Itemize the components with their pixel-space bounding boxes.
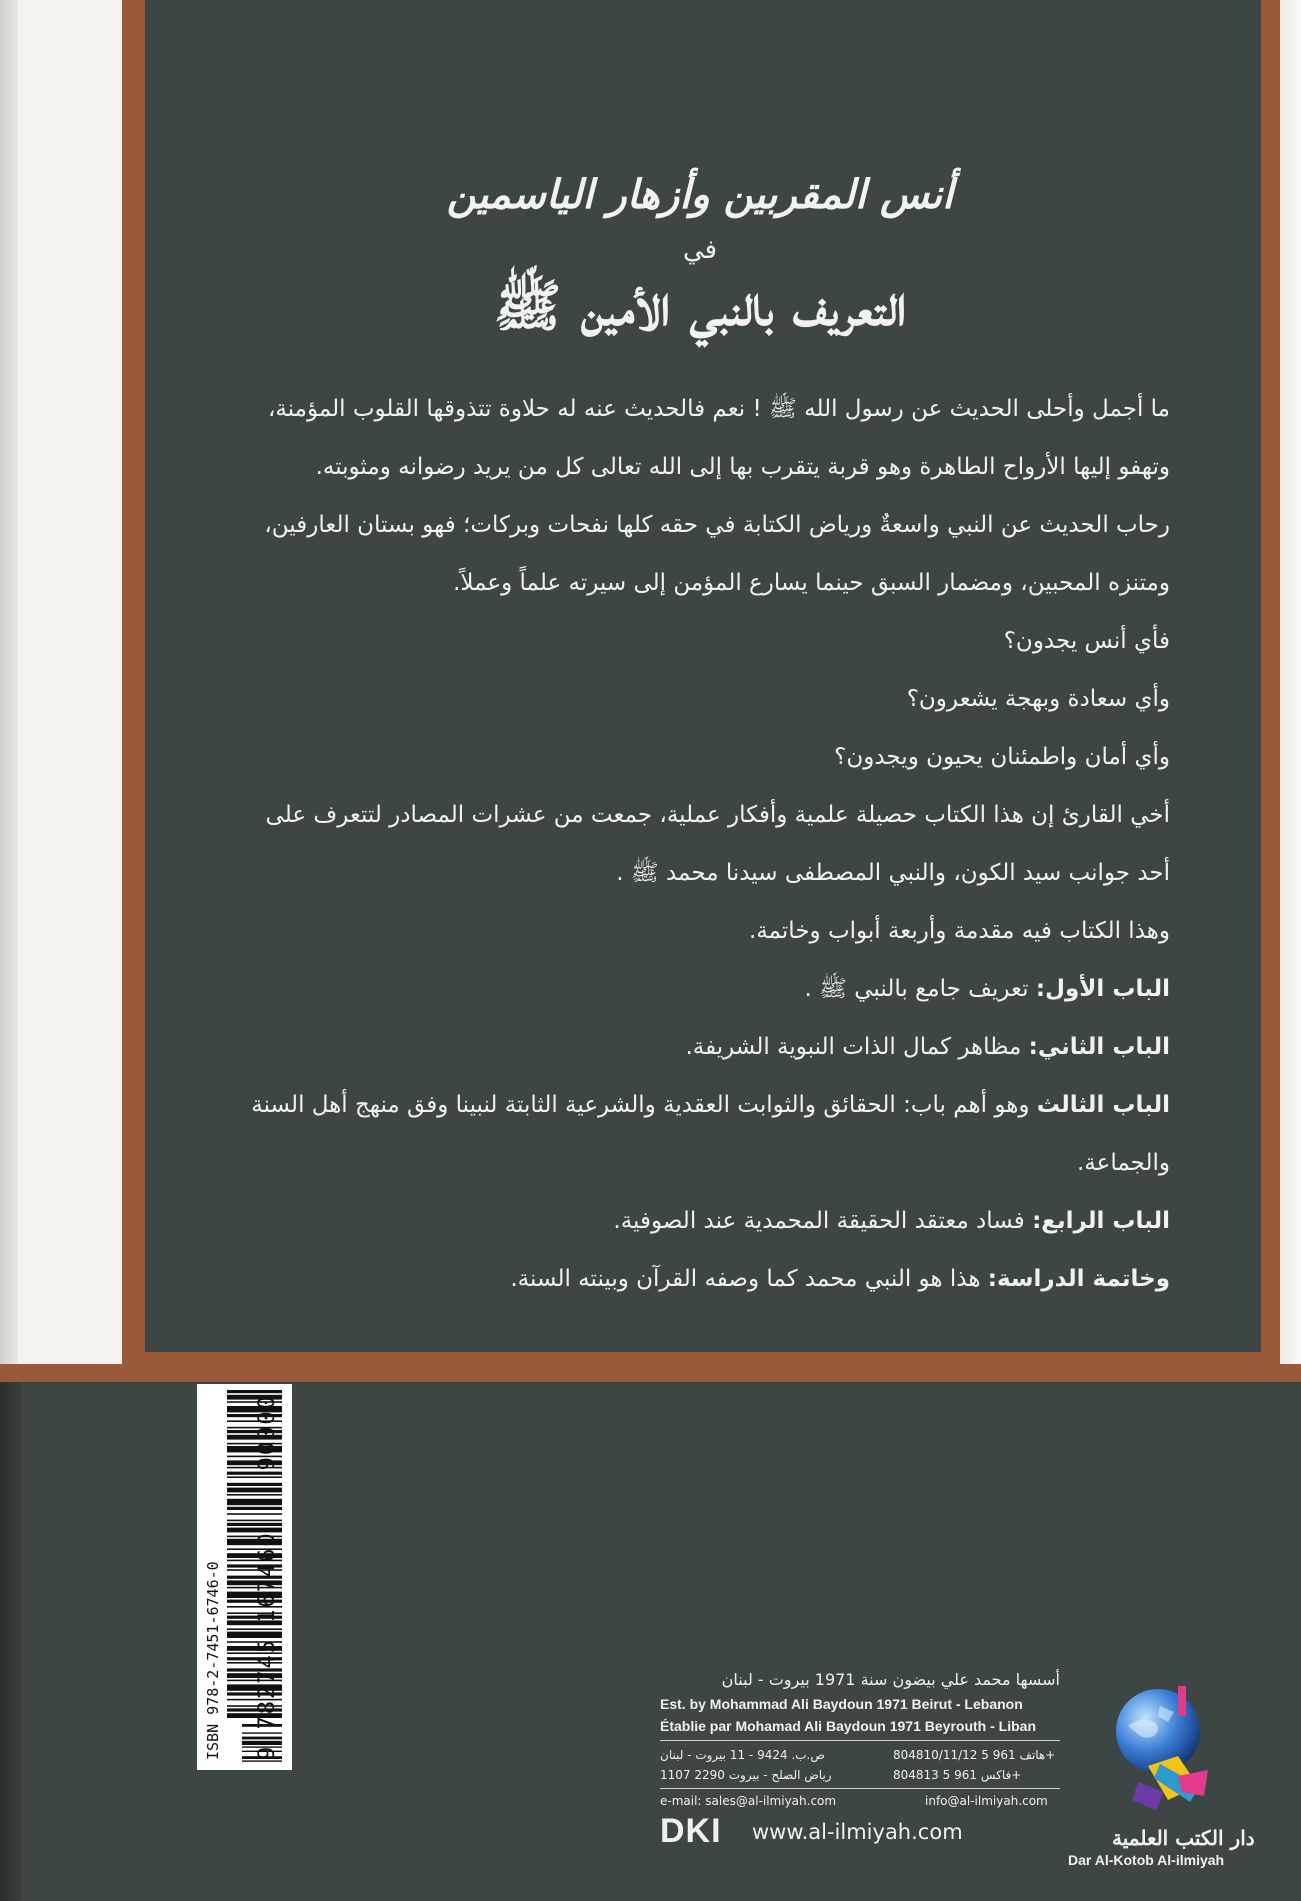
founded-english: Est. by Mohammad Ali Baydoun 1971 Beirut - Lebanon [660, 1696, 1023, 1712]
sales-email: e-mail: sales@al-ilmiyah.com [660, 1794, 837, 1808]
website: www.al-ilmiyah.com [752, 1820, 963, 1844]
ean-digits: 9 782745 167460 [255, 1531, 280, 1760]
title-connector: في [682, 235, 718, 265]
book-title [340, 165, 1060, 355]
founded-french: Établie par Mohamad Ali Baydoun 1971 Beyrouth - Liban [660, 1718, 1036, 1734]
question-1: فأي أنس يجدون؟ [1003, 628, 1170, 654]
chapter-4-label: الباب الرابع: [1032, 1208, 1170, 1234]
lower-border-band [0, 1364, 1301, 1382]
po-box: ص.ب. 9424 - 11 بيروت - لبنان [660, 1748, 825, 1762]
paragraph-structure: وهذا الكتاب فيه مقدمة وأربعة أبواب وخاتمة. [748, 918, 1170, 944]
info-email: info@al-ilmiyah.com [925, 1794, 1048, 1808]
founded-arabic: أسسها محمد علي بيضون سنة 1971 بيروت - لبنان [721, 1670, 1060, 1689]
spine-edge [0, 1382, 22, 1901]
paragraph-reader: أخي القارئ إن هذا الكتاب حصيلة علمية وأفكار عملية، جمعت من عشرات المصادر لتتعرف على أحد جوانب سيد الكون، والنبي المصطفى سيدنا محمد ﷺ . [265, 802, 1170, 886]
phone: هاتف 961 5 804810/11/12+ [893, 1748, 1056, 1762]
conclusion-label: وخاتمة الدراسة: [987, 1266, 1170, 1292]
fax: فاكس 961 5 804813+ [893, 1768, 1022, 1782]
conclusion-text: هذا هو النبي محمد كما وصفه القرآن وبينته السنة. [510, 1266, 988, 1292]
dki-wordmark: DKI [660, 1812, 722, 1850]
publisher-name-arabic: دار الكتب العلمية [1112, 1826, 1255, 1850]
chapter-3-text: وهو أهم باب: الحقائق والثوابت العقدية والشرعية الثابتة لنبينا وفق منهج أهل السنة والجماعة. [251, 1092, 1170, 1176]
question-3: وأي أمان واطمئنان يحيون ويجدون؟ [834, 744, 1170, 770]
chapter-3-label: الباب الثالث [1036, 1092, 1170, 1118]
chapter-2-text: مظاهر كمال الذات النبوية الشريفة. [685, 1034, 1029, 1060]
title-main-line: التعريف بالنبي الأمين ﷺ [493, 273, 907, 339]
chapter-2-label: الباب الثاني: [1028, 1034, 1170, 1060]
addon-digits: 90000 [255, 1394, 280, 1471]
publisher-globe-logo [1098, 1686, 1218, 1826]
title-top-line: أنس المقربين وأزهار الياسمين [446, 171, 954, 218]
divider [660, 1788, 1060, 1789]
question-2: وأي سعادة وبهجة يشعرون؟ [906, 686, 1170, 712]
postal-address: رياض الصلح - بيروت 2290 1107 [660, 1768, 832, 1782]
chapter-4-text: فساد معتقد الحقيقة المحمدية عند الصوفية. [613, 1208, 1033, 1234]
chapter-2 [228, 1018, 1170, 1076]
isbn-number: ISBN 978-2-7451-6746-0 [204, 1561, 222, 1760]
chapter-4 [228, 1192, 1170, 1250]
paragraph-gardens: رحاب الحديث عن النبي واسعةٌ ورياض الكتابة في حقه كلها نفحات وبركات؛ فهو بستان العارفين، ومتنزه المحبين، ومضمار السبق حينما يسارع المؤمن إلى سيرته علماً وعملاً. [264, 512, 1170, 596]
chapter-1-text: تعريف جامع بالنبي ﷺ . [804, 976, 1036, 1002]
publisher-name-english: Dar Al-Kotob Al-ilmiyah [1068, 1852, 1225, 1868]
conclusion [228, 1250, 1170, 1308]
blurb-text [228, 380, 1170, 1308]
paragraph-intro: ما أجمل وأحلى الحديث عن رسول الله ﷺ ! نعم فالحديث عنه له حلاوة تتذوقها القلوب المؤمنة، وتهفو إليها الأرواح الطاهرة وهو قربة يتقرب بها إلى الله تعالى كل من يريد رضوانه ومثوبته. [267, 396, 1170, 480]
barcode-digits [255, 1380, 287, 1760]
chapter-3 [228, 1076, 1170, 1192]
chapter-1 [228, 960, 1170, 1018]
chapter-1-label: الباب الأول: [1035, 976, 1170, 1002]
divider [660, 1740, 1060, 1741]
